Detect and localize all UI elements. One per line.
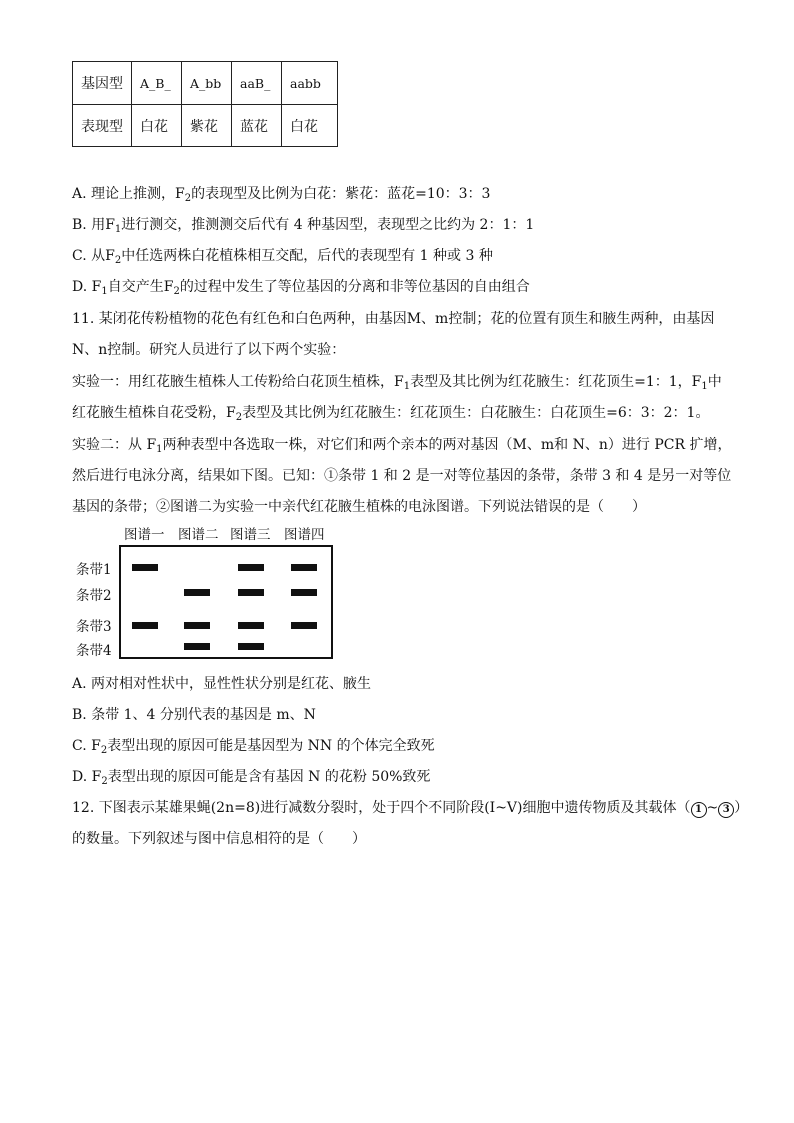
gel-band — [238, 589, 264, 596]
table-cell: 紫花 — [182, 105, 232, 147]
q11-option-c: C. $F_2$表型出现的原因可能是基因型为 NN 的个体完全致死 — [72, 738, 435, 756]
q11-option-d: D. $F_2$表型出现的原因可能是含有基因 N 的花粉 50%致死 — [72, 769, 431, 787]
q11-experiment-two: 实验二：从 $F_1$两种表型中各选取一株，对它们和两个亲本的两对基因（M、m和 N、n）进行 PCR 扩增， — [72, 437, 732, 455]
q12-stem-line: 12. 下图表示某雄果蝇(2n=8)进行减数分裂时，处于四个不同阶段(Ⅰ~Ⅴ)细胞中遗传物质及其载体（ 1 ~ 3 ） — [72, 800, 749, 816]
gel-lane-header: 图谱二 — [178, 527, 219, 543]
gel-band-label: 条带4 — [76, 643, 112, 659]
table-row — [73, 105, 338, 147]
q10-option-a: A. 理论上推测，$F_2$的表现型及比例为白花：紫花：蓝花=10：3：3 — [72, 186, 491, 204]
gel-band — [238, 564, 264, 571]
gel-lane-header: 图谱四 — [284, 527, 325, 543]
table-cell: 基因型 — [73, 62, 132, 105]
table-cell: 表现型 — [73, 105, 132, 147]
table-cell: 白花 — [132, 105, 182, 147]
q11-experiment-one: 实验一：用红花腋生植株人工传粉给白花顶生植株，$F_1$表型及其比例为红花腋生：红花顶生=1：1，$F_1$中 — [72, 374, 722, 392]
q11-experiment-two: 基因的条带；②图谱二为实验一中亲代红花腋生植株的电泳图谱。下列说法错误的是（ ） — [72, 499, 646, 515]
q10-option-c: C. 从$F_2$中任选两株白花植株相互交配，后代的表现型有 1 种或 3 种 — [72, 248, 493, 266]
circled-number: 1 — [691, 802, 707, 818]
gel-frame — [119, 545, 333, 659]
q10-option-d: D. $F_1$自交产生$F_2$的过程中发生了等位基因的分离和非等位基因的自由组合 — [72, 279, 530, 297]
gel-band-label: 条带3 — [76, 619, 112, 635]
q11-option-a: A. 两对相对性状中，显性性状分别是红花、腋生 — [72, 676, 372, 692]
table-row — [73, 62, 338, 105]
table-cell: A_bb — [182, 62, 232, 105]
gel-band — [291, 564, 317, 571]
genotype-phenotype-table — [72, 61, 338, 147]
q11-option-b: B. 条带 1、4 分别代表的基因是 m、N — [72, 707, 316, 723]
table-cell: 白花 — [282, 105, 338, 147]
electrophoresis-diagram — [72, 521, 342, 663]
table-cell: aabb — [282, 62, 338, 105]
gel-band-label: 条带2 — [76, 588, 112, 604]
gel-band — [184, 643, 210, 650]
q11-stem-line: N、n控制。研究人员进行了以下两个实验： — [72, 342, 346, 358]
gel-band — [238, 643, 264, 650]
gel-band — [184, 589, 210, 596]
q12-stem-line: 的数量。下列叙述与图中信息相符的是（ ） — [72, 831, 366, 847]
gel-band-label: 条带1 — [76, 562, 112, 578]
gel-lane-header: 图谱一 — [124, 527, 165, 543]
gel-band — [132, 564, 158, 571]
gel-lane-header: 图谱三 — [230, 527, 271, 543]
q11-experiment-two: 然后进行电泳分离，结果如下图。已知：①条带 1 和 2 是一对等位基因的条带，条带 3 和 4 是另一对等位 — [72, 468, 732, 484]
gel-band — [291, 589, 317, 596]
q11-stem-line: 11. 某闭花传粉植物的花色有红色和白色两种，由基因M、m控制；花的位置有顶生和腋生两种，由基因 — [72, 311, 715, 327]
circled-number: 3 — [718, 802, 734, 818]
table-cell: A_B_ — [132, 62, 182, 105]
gel-band — [291, 622, 317, 629]
table-cell: 蓝花 — [232, 105, 282, 147]
q10-option-b: B. 用$F_1$进行测交，推测测交后代有 4 种基因型，表现型之比约为 2：1：1 — [72, 217, 535, 235]
q11-experiment-one: 红花腋生植株自花受粉，$F_2$表型及其比例为红花腋生：红花顶生：白花腋生：白花顶生=6：3：2：1。 — [72, 405, 710, 423]
table-cell: aaB_ — [232, 62, 282, 105]
gel-band — [184, 622, 210, 629]
gel-band — [238, 622, 264, 629]
gel-band — [132, 622, 158, 629]
